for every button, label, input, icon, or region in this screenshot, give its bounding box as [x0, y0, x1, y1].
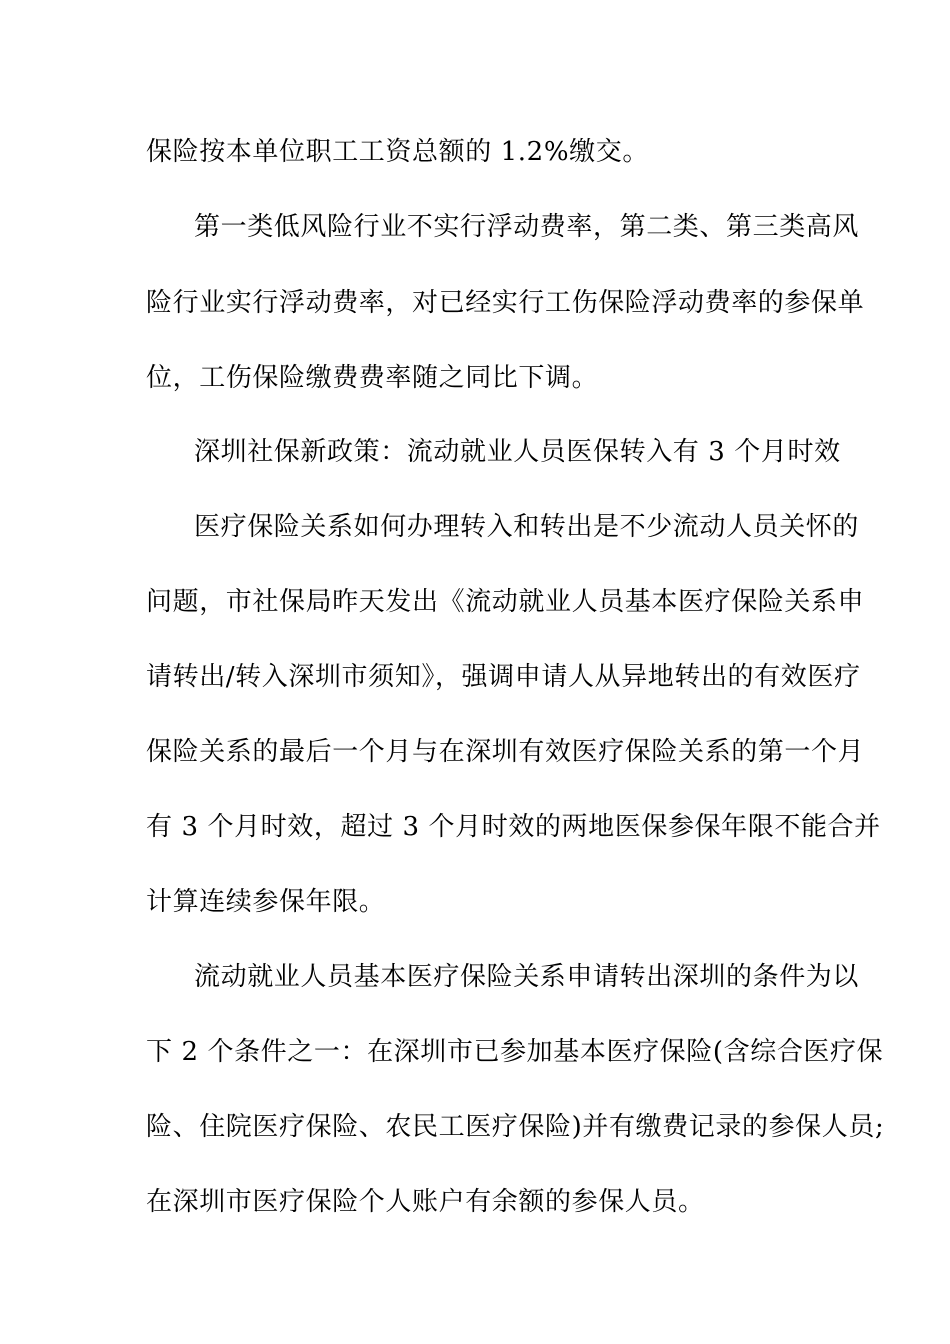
- paragraph-line: 医疗保险关系如何办理转入和转出是不少流动人员关怀的: [194, 512, 860, 542]
- paragraph-line: 问题，市社保局昨天发出《流动就业人员基本医疗保险关系申: [146, 587, 865, 617]
- paragraph-line: 位，工伤保险缴费费率随之同比下调。: [146, 363, 599, 393]
- paragraph-line: 保险关系的最后一个月与在深圳有效医疗保险关系的第一个月: [146, 737, 865, 767]
- paragraph-line: 有 3 个月时效，超过 3 个月时效的两地医保参保年限不能合并: [146, 812, 881, 842]
- paragraph-line: 第一类低风险行业不实行浮动费率，第二类、第三类高风: [194, 212, 860, 242]
- paragraph-line: 险行业实行浮动费率，对已经实行工伤保险浮动费率的参保单: [146, 288, 865, 318]
- paragraph-line: 请转出/转入深圳市须知》，强调申请人从异地转出的有效医疗: [146, 662, 861, 692]
- paragraph-line: 流动就业人员基本医疗保险关系申请转出深圳的条件为以: [194, 962, 860, 992]
- section-heading-line: 深圳社保新政策：流动就业人员医保转入有 3 个月时效: [194, 437, 841, 467]
- paragraph-line: 计算连续参保年限。: [146, 887, 386, 917]
- paragraph-line: 保险按本单位职工工资总额的 1.2%缴交。: [146, 137, 649, 167]
- paragraph-line: 在深圳市医疗保险个人账户有余额的参保人员。: [146, 1187, 705, 1217]
- paragraph-line: 下 2 个条件之一：在深圳市已参加基本医疗保险(含综合医疗保: [146, 1037, 884, 1067]
- paragraph-line: 险、住院医疗保险、农民工医疗保险)并有缴费记录的参保人员;: [146, 1112, 885, 1142]
